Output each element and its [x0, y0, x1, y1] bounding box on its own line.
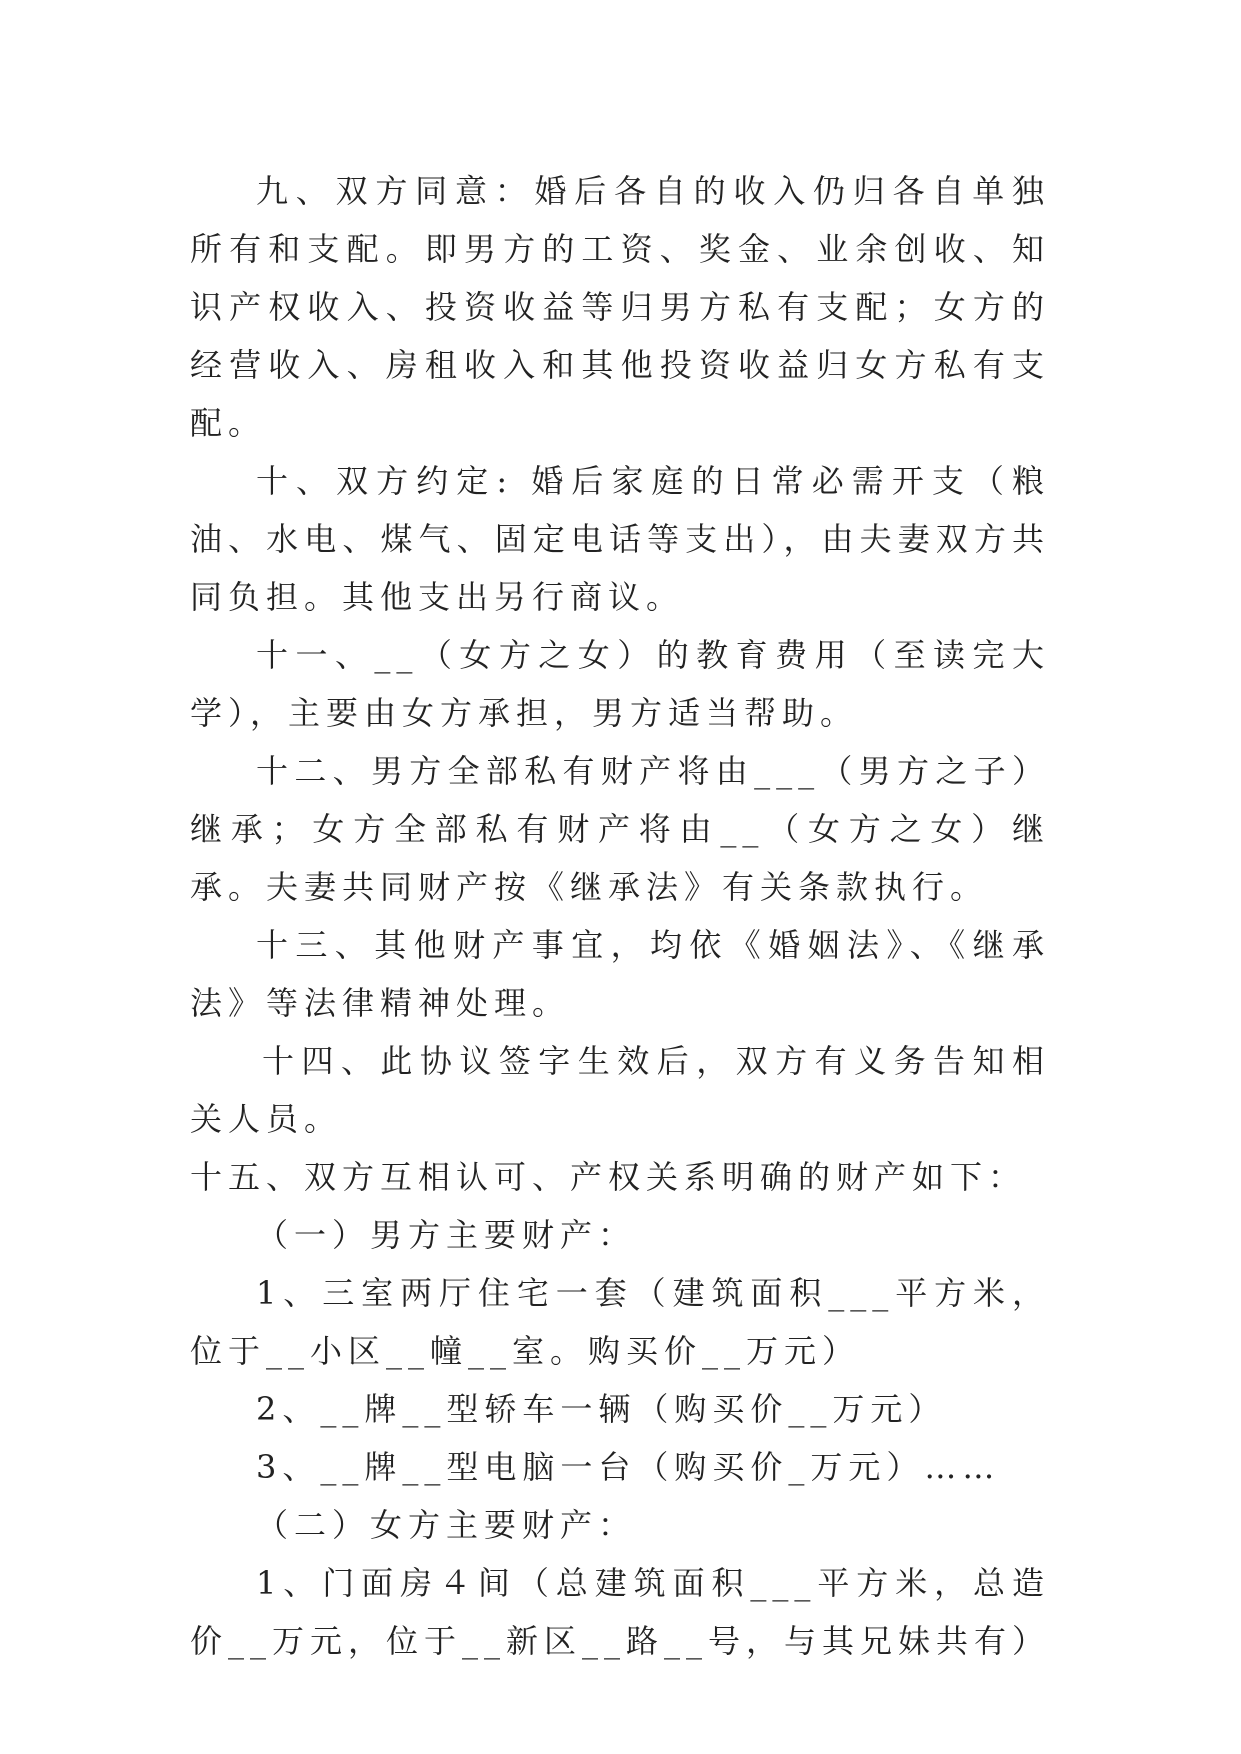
- paragraph-15: 十五、双方互相认可、产权关系明确的财产如下：: [190, 1158, 1027, 1196]
- male-property-item-3: 3、__牌__型电脑一台（购买价_万元）……: [256, 1448, 1001, 1486]
- male-property-item-2: 2、__牌__型轿车一辆（购买价__万元）: [256, 1390, 947, 1428]
- male-property-heading: （一）男方主要财产：: [256, 1216, 637, 1254]
- paragraph-13: 十三、其他财产事宜，均依《婚姻法》、《继承法》等法律精神处理。: [190, 926, 1050, 1022]
- paragraph-9: 九、双方同意：婚后各自的收入仍归各自单独所有和支配。即男方的工资、奖金、业余创收、知识产权收入、投资收益等归男方私有支配；女方的经营收入、房租收入和其他投资收益归女方私有支配。: [190, 172, 1050, 442]
- paragraph-12: 十二、男方全部私有财产将由___（男方之子）继承；女方全部私有财产将由__（女方之女）继承。夫妻共同财产按《继承法》有关条款执行。: [190, 752, 1050, 906]
- paragraph-11: 十一、__（女方之女）的教育费用（至读完大学），主要由女方承担，男方适当帮助。: [190, 636, 1050, 732]
- female-property-heading: （二）女方主要财产：: [256, 1506, 637, 1544]
- female-property-item-1: 1、门面房４间（总建筑面积___平方米，总造价__万元，位于__新区__路__号，与其兄妹共有）: [190, 1564, 1051, 1660]
- male-property-item-1: 1、三室两厅住宅一套（建筑面积___平方米，位于__小区__幢__室。购买价__万元）: [190, 1274, 1050, 1370]
- document-body: [190, 162, 1050, 1670]
- paragraph-10: 十、双方约定: 婚后家庭的日常必需开支（粮油、水电、煤气、固定电话等支出），由夫妻双方共同负担。其他支出另行商议。: [190, 462, 1050, 616]
- paragraph-14: 十四、此协议签字生效后，双方有义务告知相关人员。: [190, 1042, 1050, 1138]
